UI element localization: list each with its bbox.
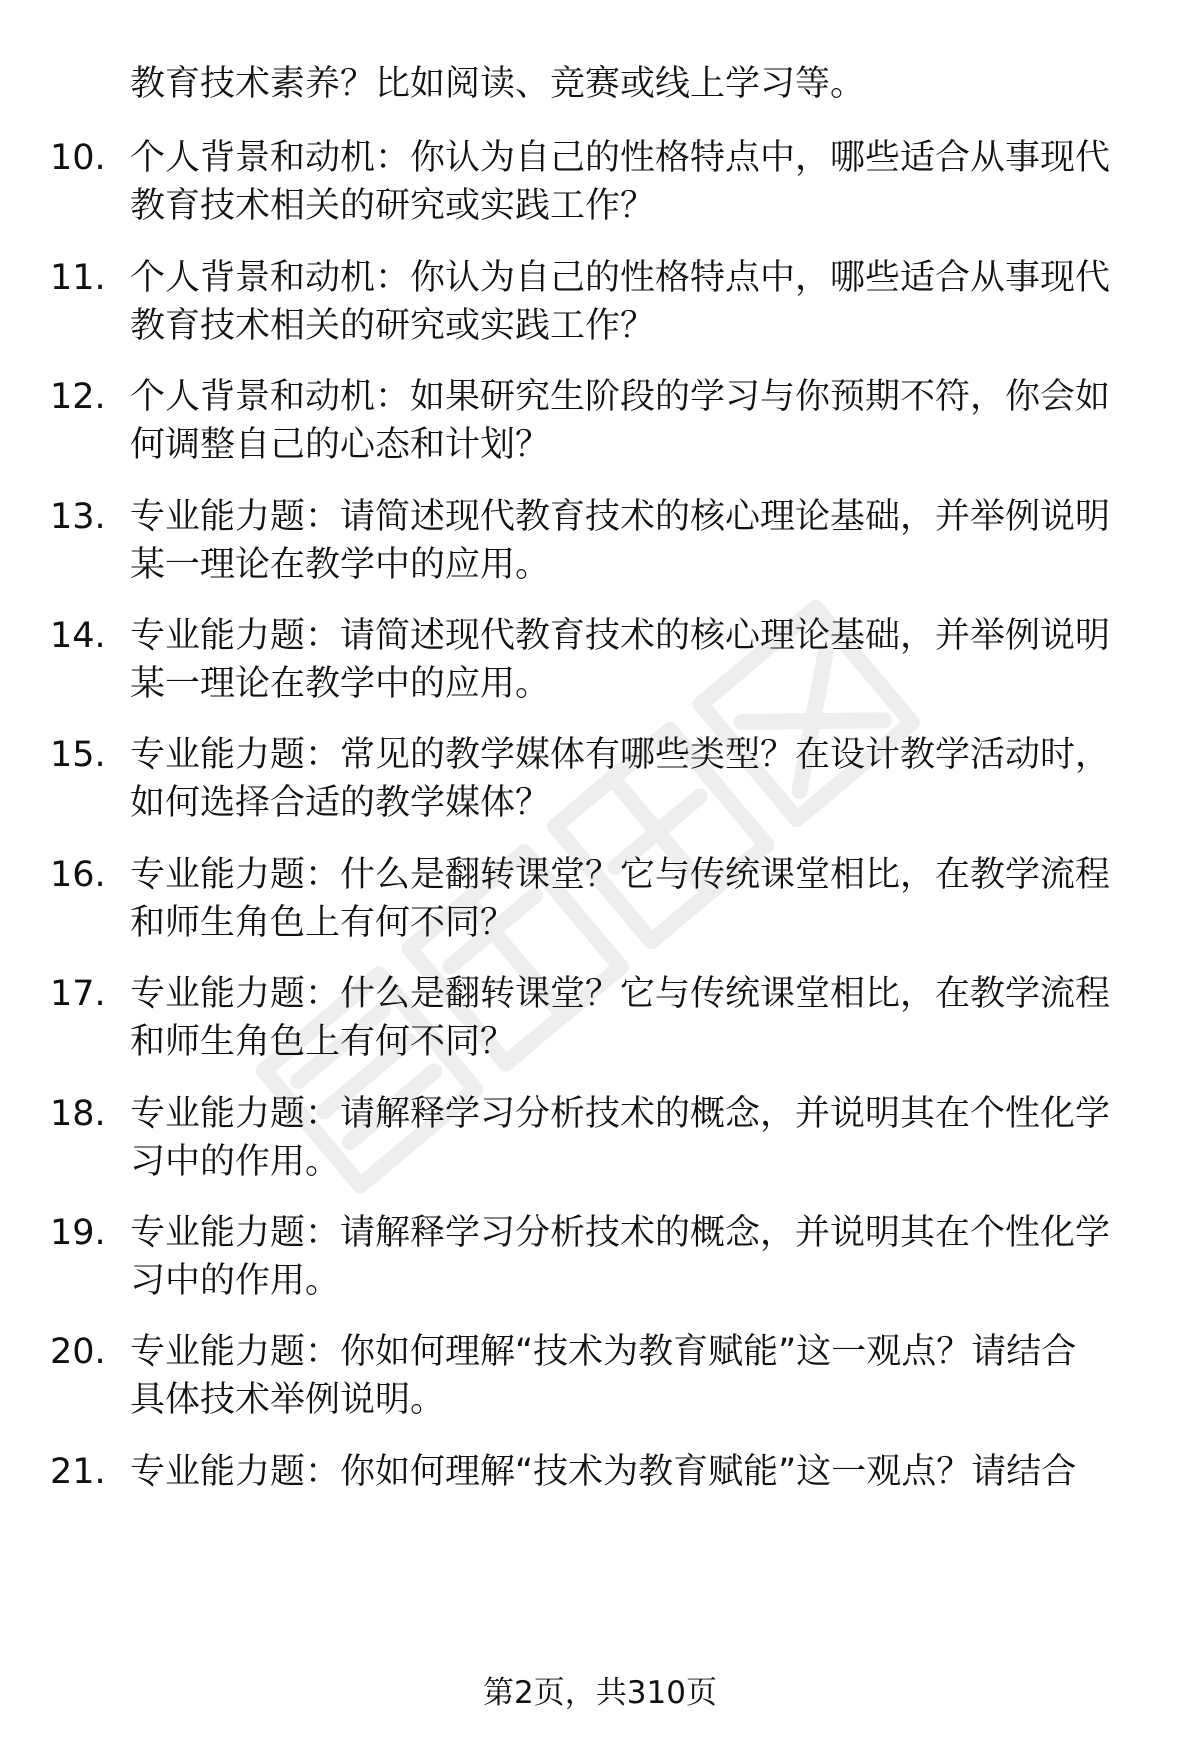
item-number: 10. xyxy=(50,138,106,178)
item-text-line: 个人背景和动机：你认为自己的性格特点中，哪些适合从事现代 xyxy=(130,258,1111,298)
item-text-line: 专业能力题：请解释学习分析技术的概念，并说明其在个性化学 xyxy=(130,1094,1111,1134)
item-text xyxy=(130,851,1140,947)
item-text-line: 专业能力题：什么是翻转课堂？它与传统课堂相比，在教学流程 xyxy=(130,974,1111,1014)
item-text-line: 个人背景和动机：你认为自己的性格特点中，哪些适合从事现代 xyxy=(130,138,1111,178)
page-footer: 第2页，共310页 xyxy=(483,1675,717,1711)
item-text-line: 某一理论在教学中的应用。 xyxy=(130,664,551,704)
item-text xyxy=(130,373,1140,469)
item-text-line: 个人背景和动机：如果研究生阶段的学习与你预期不符，你会如 xyxy=(130,377,1111,417)
item-number: 14. xyxy=(50,616,106,656)
continuation-text: 教育技术素养？比如阅读、竞赛或线上学习等。 xyxy=(130,64,866,104)
item-number: 21. xyxy=(50,1452,106,1492)
item-text-line: 专业能力题：你如何理解“技术为教育赋能”这一观点？请结合 xyxy=(130,1452,1077,1492)
item-text-line: 专业能力题：常见的教学媒体有哪些类型？在设计教学活动时， xyxy=(130,735,1111,775)
item-number: 12. xyxy=(50,377,106,417)
item-text xyxy=(130,612,1140,708)
item-text-line: 习中的作用。 xyxy=(130,1142,341,1182)
item-number: 18. xyxy=(50,1094,106,1134)
item-text xyxy=(130,134,1140,230)
item-text-line: 专业能力题：请解释学习分析技术的概念，并说明其在个性化学 xyxy=(130,1213,1111,1253)
item-number: 15. xyxy=(50,735,106,775)
item-text-line: 具体技术举例说明。 xyxy=(130,1380,446,1420)
item-text-line: 何调整自己的心态和计划？ xyxy=(130,425,551,465)
item-text-line: 专业能力题：什么是翻转课堂？它与传统课堂相比，在教学流程 xyxy=(130,855,1111,895)
item-text-line: 某一理论在教学中的应用。 xyxy=(130,545,551,585)
item-text xyxy=(130,254,1140,350)
item-text xyxy=(130,731,1140,827)
item-text-line: 习中的作用。 xyxy=(130,1261,341,1301)
item-text xyxy=(130,1328,1140,1424)
item-text xyxy=(130,970,1140,1066)
item-number: 17. xyxy=(50,974,106,1014)
item-text-line: 和师生角色上有何不同？ xyxy=(130,1022,516,1062)
item-text-line: 教育技术相关的研究或实践工作？ xyxy=(130,306,656,346)
item-text-line: 和师生角色上有何不同？ xyxy=(130,903,516,943)
item-text xyxy=(130,1209,1140,1305)
item-text xyxy=(130,493,1140,589)
item-text-line: 专业能力题：你如何理解“技术为教育赋能”这一观点？请结合 xyxy=(130,1332,1077,1372)
item-text-line: 专业能力题：请简述现代教育技术的核心理论基础，并举例说明 xyxy=(130,497,1111,537)
item-number: 19. xyxy=(50,1213,106,1253)
item-text xyxy=(130,1090,1140,1186)
item-number: 16. xyxy=(50,855,106,895)
item-text xyxy=(130,1448,1140,1496)
item-text-line: 教育技术相关的研究或实践工作？ xyxy=(130,186,656,226)
item-number: 13. xyxy=(50,497,106,537)
item-text-line: 如何选择合适的教学媒体？ xyxy=(130,783,551,823)
item-number: 20. xyxy=(50,1332,106,1372)
item-number: 11. xyxy=(50,258,106,298)
item-text-line: 专业能力题：请简述现代教育技术的核心理论基础，并举例说明 xyxy=(130,616,1111,656)
